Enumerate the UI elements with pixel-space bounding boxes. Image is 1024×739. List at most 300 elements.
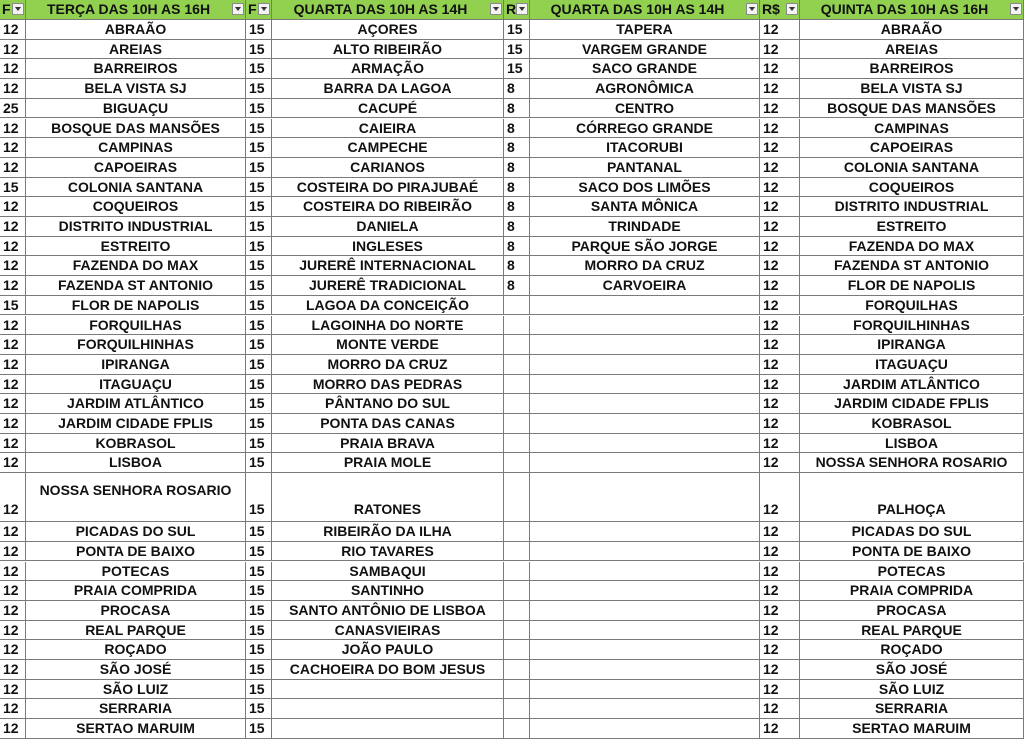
neighborhood-cell[interactable] [530,601,760,621]
neighborhood-cell[interactable]: CARVOEIRA [530,276,760,296]
value-cell[interactable]: 12 [0,522,26,542]
neighborhood-cell[interactable]: PRAIA BRAVA [272,434,504,454]
neighborhood-cell[interactable]: BIGUAÇU [26,99,246,119]
neighborhood-cell[interactable]: AÇORES [272,20,504,40]
value-cell[interactable]: 15 [246,414,272,434]
neighborhood-cell[interactable]: AREIAS [26,40,246,60]
value-cell[interactable] [504,562,530,582]
column-header-4[interactable] [272,0,504,20]
value-cell[interactable]: 12 [760,79,800,99]
neighborhood-cell[interactable]: PROCASA [800,601,1024,621]
neighborhood-cell[interactable]: ESTREITO [26,237,246,257]
neighborhood-cell[interactable] [530,296,760,316]
neighborhood-cell[interactable]: SERTAO MARUIM [800,719,1024,739]
neighborhood-cell[interactable]: PRAIA MOLE [272,453,504,473]
neighborhood-cell[interactable]: MORRO DA CRUZ [272,355,504,375]
neighborhood-cell[interactable]: LISBOA [26,453,246,473]
neighborhood-cell[interactable]: RIBEIRÃO DA ILHA [272,522,504,542]
value-cell[interactable] [504,394,530,414]
value-cell[interactable] [504,522,530,542]
neighborhood-cell[interactable] [530,394,760,414]
neighborhood-cell[interactable] [272,699,504,719]
neighborhood-cell[interactable]: RIO TAVARES [272,542,504,562]
neighborhood-cell[interactable]: ITAGUAÇU [800,355,1024,375]
neighborhood-cell[interactable]: SACO GRANDE [530,59,760,79]
value-cell[interactable]: 15 [246,335,272,355]
neighborhood-cell[interactable]: FLOR DE NAPOLIS [800,276,1024,296]
neighborhood-cell[interactable]: BOSQUE DAS MANSÕES [26,119,246,139]
neighborhood-cell[interactable]: MORRO DAS PEDRAS [272,375,504,395]
value-cell[interactable]: 15 [246,316,272,336]
value-cell[interactable]: 15 [246,256,272,276]
value-cell[interactable]: 15 [504,40,530,60]
filter-dropdown-icon[interactable] [1010,3,1022,15]
neighborhood-cell[interactable]: COSTEIRA DO PIRAJUBAÉ [272,178,504,198]
neighborhood-cell[interactable]: SERRARIA [26,699,246,719]
value-cell[interactable]: 12 [0,699,26,719]
neighborhood-cell[interactable]: BELA VISTA SJ [26,79,246,99]
value-cell[interactable]: 12 [760,375,800,395]
value-cell[interactable]: 15 [246,699,272,719]
neighborhood-cell[interactable]: FAZENDA ST ANTONIO [26,276,246,296]
value-cell[interactable]: 12 [760,335,800,355]
neighborhood-cell[interactable] [530,640,760,660]
neighborhood-cell[interactable]: TAPERA [530,20,760,40]
neighborhood-cell[interactable] [530,522,760,542]
neighborhood-cell[interactable]: BELA VISTA SJ [800,79,1024,99]
value-cell[interactable]: 12 [760,138,800,158]
neighborhood-cell[interactable]: FLOR DE NAPOLIS [26,296,246,316]
value-cell[interactable]: 12 [0,414,26,434]
column-header-2[interactable] [26,0,246,20]
neighborhood-cell[interactable]: COQUEIROS [800,178,1024,198]
neighborhood-cell[interactable]: ALTO RIBEIRÃO [272,40,504,60]
value-cell[interactable]: 8 [504,256,530,276]
neighborhood-cell[interactable] [530,719,760,739]
value-cell[interactable]: 15 [246,453,272,473]
neighborhood-cell[interactable]: ARMAÇÃO [272,59,504,79]
value-cell[interactable]: 12 [0,217,26,237]
neighborhood-cell[interactable]: CAPOEIRAS [800,138,1024,158]
neighborhood-cell[interactable]: NOSSA SENHORA ROSARIO [800,453,1024,473]
neighborhood-cell[interactable]: LAGOINHA DO NORTE [272,316,504,336]
column-header-1[interactable] [0,0,26,20]
neighborhood-cell[interactable]: KOBRASOL [800,414,1024,434]
neighborhood-cell[interactable]: AGRONÔMICA [530,79,760,99]
neighborhood-cell[interactable]: SAMBAQUI [272,562,504,582]
neighborhood-cell[interactable]: BARREIROS [800,59,1024,79]
filter-dropdown-icon[interactable] [232,3,244,15]
value-cell[interactable]: 15 [0,296,26,316]
neighborhood-cell[interactable]: POTECAS [800,562,1024,582]
neighborhood-cell[interactable]: MONTE VERDE [272,335,504,355]
neighborhood-cell[interactable] [530,699,760,719]
neighborhood-cell[interactable]: ITAGUAÇU [26,375,246,395]
neighborhood-cell[interactable]: DISTRITO INDUSTRIAL [800,197,1024,217]
neighborhood-cell[interactable]: FORQUILHAS [800,296,1024,316]
neighborhood-cell[interactable]: CÓRREGO GRANDE [530,119,760,139]
value-cell[interactable]: 12 [760,99,800,119]
value-cell[interactable]: 12 [0,601,26,621]
value-cell[interactable]: 12 [760,197,800,217]
value-cell[interactable] [504,719,530,739]
value-cell[interactable]: 12 [760,699,800,719]
value-cell[interactable]: 12 [760,59,800,79]
neighborhood-cell[interactable]: PONTA DE BAIXO [26,542,246,562]
neighborhood-cell[interactable]: IPIRANGA [26,355,246,375]
neighborhood-cell[interactable]: COLONIA SANTANA [800,158,1024,178]
value-cell[interactable]: 8 [504,158,530,178]
neighborhood-cell[interactable]: DISTRITO INDUSTRIAL [26,217,246,237]
value-cell[interactable]: 12 [0,335,26,355]
value-cell[interactable]: 15 [504,59,530,79]
neighborhood-cell[interactable]: IPIRANGA [800,335,1024,355]
value-cell[interactable]: 12 [760,542,800,562]
value-cell[interactable]: 12 [760,640,800,660]
value-cell[interactable]: 12 [760,276,800,296]
neighborhood-cell[interactable]: SANTA MÔNICA [530,197,760,217]
column-header-8[interactable] [800,0,1024,20]
value-cell[interactable]: 12 [0,434,26,454]
neighborhood-cell[interactable]: DANIELA [272,217,504,237]
neighborhood-cell[interactable]: CAMPINAS [26,138,246,158]
value-cell[interactable]: 15 [246,20,272,40]
value-cell[interactable]: 12 [760,434,800,454]
value-cell[interactable] [504,640,530,660]
value-cell[interactable]: 15 [246,276,272,296]
value-cell[interactable]: 12 [0,20,26,40]
neighborhood-cell[interactable]: CACUPÉ [272,99,504,119]
value-cell[interactable]: 12 [0,473,26,522]
neighborhood-cell[interactable]: CENTRO [530,99,760,119]
neighborhood-cell[interactable] [530,375,760,395]
neighborhood-cell[interactable]: JOÃO PAULO [272,640,504,660]
neighborhood-cell[interactable]: BARRA DA LAGOA [272,79,504,99]
neighborhood-cell[interactable]: CAIEIRA [272,119,504,139]
value-cell[interactable]: 12 [760,158,800,178]
value-cell[interactable]: 15 [246,178,272,198]
neighborhood-cell[interactable]: SANTO ANTÔNIO DE LISBOA [272,601,504,621]
value-cell[interactable]: 15 [246,640,272,660]
neighborhood-cell[interactable]: PONTA DAS CANAS [272,414,504,434]
value-cell[interactable]: 15 [246,355,272,375]
neighborhood-cell[interactable]: PICADAS DO SUL [800,522,1024,542]
value-cell[interactable]: 8 [504,99,530,119]
neighborhood-cell[interactable]: REAL PARQUE [800,621,1024,641]
value-cell[interactable]: 15 [246,217,272,237]
value-cell[interactable]: 12 [760,581,800,601]
value-cell[interactable]: 12 [0,119,26,139]
neighborhood-cell[interactable]: ROÇADO [26,640,246,660]
column-header-label: F [248,1,257,17]
value-cell[interactable]: 8 [504,217,530,237]
value-cell[interactable]: 8 [504,79,530,99]
neighborhood-cell[interactable]: FAZENDA DO MAX [800,237,1024,257]
neighborhood-cell[interactable]: BARREIROS [26,59,246,79]
value-cell[interactable] [504,621,530,641]
column-header-label: R$ [762,1,780,17]
value-cell[interactable]: 12 [760,522,800,542]
value-cell[interactable]: 12 [760,621,800,641]
neighborhood-cell[interactable]: PONTA DE BAIXO [800,542,1024,562]
value-cell[interactable]: 12 [0,316,26,336]
neighborhood-cell[interactable]: JARDIM ATLÂNTICO [800,375,1024,395]
value-cell[interactable] [504,699,530,719]
neighborhood-cell[interactable]: TRINDADE [530,217,760,237]
value-cell[interactable]: 15 [246,660,272,680]
neighborhood-cell[interactable]: PANTANAL [530,158,760,178]
value-cell[interactable]: 12 [760,562,800,582]
value-cell[interactable]: 15 [246,197,272,217]
value-cell[interactable]: 12 [760,680,800,700]
neighborhood-cell[interactable]: BOSQUE DAS MANSÕES [800,99,1024,119]
neighborhood-cell[interactable]: SANTINHO [272,581,504,601]
neighborhood-cell[interactable]: CAPOEIRAS [26,158,246,178]
value-cell[interactable]: 8 [504,138,530,158]
neighborhood-cell[interactable] [530,660,760,680]
neighborhood-cell[interactable] [530,581,760,601]
value-cell[interactable]: 12 [0,453,26,473]
neighborhood-cell[interactable]: ROÇADO [800,640,1024,660]
neighborhood-cell[interactable] [530,453,760,473]
value-cell[interactable]: 15 [246,79,272,99]
neighborhood-cell[interactable]: SERTAO MARUIM [26,719,246,739]
neighborhood-cell[interactable]: SÃO LUIZ [800,680,1024,700]
value-cell[interactable]: 15 [246,680,272,700]
neighborhood-cell[interactable]: PALHOÇA [800,473,1024,522]
value-cell[interactable]: 15 [246,296,272,316]
neighborhood-cell[interactable]: SÃO JOSÉ [800,660,1024,680]
value-cell[interactable] [504,296,530,316]
value-cell[interactable]: 15 [246,562,272,582]
value-cell[interactable]: 12 [760,237,800,257]
value-cell[interactable] [504,335,530,355]
value-cell[interactable]: 12 [760,601,800,621]
value-cell[interactable]: 12 [760,414,800,434]
neighborhood-cell[interactable] [530,562,760,582]
value-cell[interactable]: 12 [0,138,26,158]
value-cell[interactable]: 15 [246,621,272,641]
neighborhood-cell[interactable]: FORQUILHINHAS [26,335,246,355]
column-header-label: F [2,1,11,17]
value-cell[interactable]: 15 [246,237,272,257]
neighborhood-cell[interactable]: FAZENDA ST ANTONIO [800,256,1024,276]
filter-dropdown-icon[interactable] [516,3,528,15]
value-cell[interactable]: 8 [504,197,530,217]
value-cell[interactable]: 15 [504,20,530,40]
neighborhood-cell[interactable] [530,680,760,700]
value-cell[interactable] [504,453,530,473]
neighborhood-cell[interactable]: POTECAS [26,562,246,582]
neighborhood-cell[interactable] [530,355,760,375]
value-cell[interactable] [504,601,530,621]
value-cell[interactable]: 25 [0,99,26,119]
value-cell[interactable]: 12 [0,542,26,562]
value-cell[interactable]: 12 [760,256,800,276]
value-cell[interactable] [504,414,530,434]
value-cell[interactable]: 12 [0,256,26,276]
value-cell[interactable]: 12 [0,719,26,739]
neighborhood-cell[interactable] [530,542,760,562]
value-cell[interactable]: 15 [246,99,272,119]
value-cell[interactable] [504,660,530,680]
neighborhood-cell[interactable] [530,316,760,336]
neighborhood-cell[interactable]: JURERÊ INTERNACIONAL [272,256,504,276]
value-cell[interactable]: 15 [246,138,272,158]
value-cell[interactable]: 12 [0,40,26,60]
column-header-label: TERÇA DAS 10H AS 16H [46,1,211,17]
neighborhood-cell[interactable]: KOBRASOL [26,434,246,454]
value-cell[interactable]: 15 [246,601,272,621]
value-cell[interactable]: 15 [246,158,272,178]
neighborhood-cell[interactable]: ITACORUBI [530,138,760,158]
neighborhood-cell[interactable]: CANASVIEIRAS [272,621,504,641]
neighborhood-cell[interactable]: JARDIM CIDADE FPLIS [800,394,1024,414]
value-cell[interactable]: 12 [0,355,26,375]
value-cell[interactable]: 15 [246,40,272,60]
neighborhood-cell[interactable] [530,621,760,641]
neighborhood-cell[interactable]: COSTEIRA DO RIBEIRÃO [272,197,504,217]
neighborhood-cell[interactable]: CAMPECHE [272,138,504,158]
value-cell[interactable]: 15 [246,59,272,79]
value-cell[interactable] [504,581,530,601]
value-cell[interactable]: 12 [0,79,26,99]
neighborhood-cell[interactable]: SÃO JOSÉ [26,660,246,680]
neighborhood-cell[interactable]: CARIANOS [272,158,504,178]
value-cell[interactable]: 12 [760,453,800,473]
neighborhood-cell[interactable]: JARDIM CIDADE FPLIS [26,414,246,434]
value-cell[interactable]: 12 [0,394,26,414]
neighborhood-cell[interactable] [530,473,760,522]
value-cell[interactable]: 12 [760,40,800,60]
neighborhood-cell[interactable]: PROCASA [26,601,246,621]
neighborhood-cell[interactable]: AREIAS [800,40,1024,60]
value-cell[interactable] [504,355,530,375]
value-cell[interactable]: 8 [504,178,530,198]
value-cell[interactable]: 15 [246,375,272,395]
value-cell[interactable]: 12 [0,375,26,395]
value-cell[interactable]: 12 [760,316,800,336]
neighborhood-cell[interactable]: JURERÊ TRADICIONAL [272,276,504,296]
value-cell[interactable]: 15 [246,394,272,414]
neighborhood-cell[interactable]: REAL PARQUE [26,621,246,641]
neighborhood-cell[interactable]: PÂNTANO DO SUL [272,394,504,414]
value-cell[interactable]: 15 [246,581,272,601]
value-cell[interactable]: 15 [246,719,272,739]
value-cell[interactable]: 15 [246,473,272,522]
value-cell[interactable]: 12 [760,473,800,522]
neighborhood-cell[interactable] [530,414,760,434]
value-cell[interactable]: 15 [246,434,272,454]
value-cell[interactable]: 12 [760,217,800,237]
neighborhood-cell[interactable]: INGLESES [272,237,504,257]
value-cell[interactable]: 12 [760,394,800,414]
value-cell[interactable]: 12 [760,20,800,40]
value-cell[interactable] [504,434,530,454]
value-cell[interactable]: 15 [246,119,272,139]
value-cell[interactable]: 12 [760,296,800,316]
neighborhood-cell[interactable]: SÃO LUIZ [26,680,246,700]
neighborhood-cell[interactable]: PARQUE SÃO JORGE [530,237,760,257]
column-header-6[interactable] [530,0,760,20]
neighborhood-cell[interactable]: FORQUILHINHAS [800,316,1024,336]
value-cell[interactable]: 12 [0,680,26,700]
value-cell[interactable] [504,316,530,336]
filter-dropdown-icon[interactable] [12,3,24,15]
value-cell[interactable] [504,680,530,700]
filter-dropdown-icon[interactable] [786,3,798,15]
neighborhood-cell[interactable] [272,719,504,739]
neighborhood-cell[interactable]: ABRAÃO [800,20,1024,40]
filter-dropdown-icon[interactable] [258,3,270,15]
value-cell[interactable]: 12 [760,178,800,198]
neighborhood-cell[interactable]: MORRO DA CRUZ [530,256,760,276]
value-cell[interactable] [504,473,530,522]
column-header-3[interactable] [246,0,272,20]
neighborhood-cell[interactable]: SACO DOS LIMÕES [530,178,760,198]
value-cell[interactable] [504,375,530,395]
neighborhood-cell[interactable]: CAMPINAS [800,119,1024,139]
neighborhood-cell[interactable]: ABRAÃO [26,20,246,40]
value-cell[interactable]: 12 [0,276,26,296]
value-cell[interactable]: 12 [0,59,26,79]
value-cell[interactable]: 12 [0,197,26,217]
neighborhood-cell[interactable]: PRAIA COMPRIDA [800,581,1024,601]
neighborhood-cell[interactable]: JARDIM ATLÂNTICO [26,394,246,414]
neighborhood-cell[interactable]: FORQUILHAS [26,316,246,336]
neighborhood-cell[interactable]: PICADAS DO SUL [26,522,246,542]
value-cell[interactable]: 15 [246,522,272,542]
neighborhood-cell[interactable]: LISBOA [800,434,1024,454]
value-cell[interactable]: 15 [246,542,272,562]
neighborhood-cell[interactable]: SERRARIA [800,699,1024,719]
neighborhood-cell[interactable]: CACHOEIRA DO BOM JESUS [272,660,504,680]
value-cell[interactable]: 12 [0,581,26,601]
value-cell[interactable]: 12 [0,158,26,178]
value-cell[interactable]: 8 [504,276,530,296]
neighborhood-cell[interactable] [530,434,760,454]
value-cell[interactable]: 12 [760,719,800,739]
value-cell[interactable]: 12 [0,562,26,582]
neighborhood-cell[interactable]: RATONES [272,473,504,522]
value-cell[interactable]: 15 [0,178,26,198]
value-cell[interactable]: 12 [760,660,800,680]
column-header-7[interactable] [760,0,800,20]
neighborhood-cell[interactable]: COLONIA SANTANA [26,178,246,198]
value-cell[interactable]: 12 [0,237,26,257]
neighborhood-cell[interactable]: PRAIA COMPRIDA [26,581,246,601]
neighborhood-cell[interactable]: ESTREITO [800,217,1024,237]
neighborhood-cell[interactable] [530,335,760,355]
neighborhood-cell[interactable]: FAZENDA DO MAX [26,256,246,276]
value-cell[interactable] [504,542,530,562]
value-cell[interactable]: 12 [0,640,26,660]
neighborhood-cell[interactable]: COQUEIROS [26,197,246,217]
value-cell[interactable]: 8 [504,237,530,257]
value-cell[interactable]: 12 [760,119,800,139]
filter-dropdown-icon[interactable] [746,3,758,15]
value-cell[interactable]: 12 [760,355,800,375]
value-cell[interactable]: 8 [504,119,530,139]
neighborhood-cell[interactable]: VARGEM GRANDE [530,40,760,60]
neighborhood-cell[interactable] [272,680,504,700]
value-cell[interactable]: 12 [0,660,26,680]
value-cell[interactable]: 12 [0,621,26,641]
filter-dropdown-icon[interactable] [490,3,502,15]
column-header-5[interactable] [504,0,530,20]
neighborhood-cell[interactable]: NOSSA SENHORA ROSARIO [26,473,246,522]
neighborhood-cell[interactable]: LAGOA DA CONCEIÇÃO [272,296,504,316]
